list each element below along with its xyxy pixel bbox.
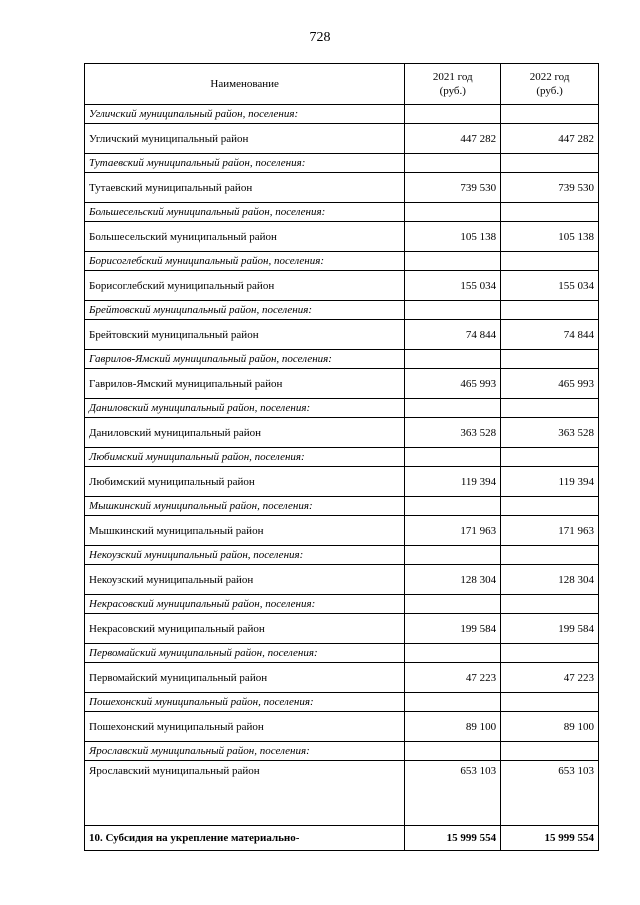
district-name: Ярославский муниципальный район bbox=[85, 761, 405, 826]
table-row bbox=[85, 124, 599, 154]
table-row-subheading bbox=[85, 448, 599, 467]
table-header-row bbox=[85, 64, 599, 105]
value-2022: 171 963 bbox=[501, 516, 599, 546]
value-2022: 47 223 bbox=[501, 663, 599, 693]
value-2021: 363 528 bbox=[405, 418, 501, 448]
subheading-label: Любимский муниципальный район, поселения: bbox=[85, 448, 405, 467]
district-name: Мышкинский муниципальный район bbox=[85, 516, 405, 546]
table-row bbox=[85, 565, 599, 595]
district-name: Брейтовский муниципальный район bbox=[85, 320, 405, 350]
table-row bbox=[85, 663, 599, 693]
value-2021: 47 223 bbox=[405, 663, 501, 693]
table-body bbox=[85, 105, 599, 826]
district-name: Борисоглебский муниципальный район bbox=[85, 271, 405, 301]
table-row-subheading bbox=[85, 693, 599, 712]
empty-cell bbox=[405, 644, 501, 663]
subheading-label: Некрасовский муниципальный район, поселения: bbox=[85, 595, 405, 614]
subheading-label: Брейтовский муниципальный район, поселения: bbox=[85, 301, 405, 320]
budget-table bbox=[84, 63, 599, 851]
district-name: Любимский муниципальный район bbox=[85, 467, 405, 497]
subheading-label: Тутаевский муниципальный район, поселения: bbox=[85, 154, 405, 173]
district-name: Гаврилов-Ямский муниципальный район bbox=[85, 369, 405, 399]
subheading-label: Некоузский муниципальный район, поселения: bbox=[85, 546, 405, 565]
empty-cell bbox=[501, 350, 599, 369]
empty-cell bbox=[501, 546, 599, 565]
district-name: Угличский муниципальный район bbox=[85, 124, 405, 154]
empty-cell bbox=[501, 595, 599, 614]
empty-cell bbox=[405, 154, 501, 173]
page-number: 728 bbox=[309, 30, 331, 45]
table-row-subheading bbox=[85, 546, 599, 565]
empty-cell bbox=[501, 105, 599, 124]
empty-cell bbox=[405, 203, 501, 222]
value-2021: 653 103 bbox=[405, 761, 501, 826]
value-2021: 447 282 bbox=[405, 124, 501, 154]
table-row-total bbox=[85, 826, 599, 851]
empty-cell bbox=[405, 399, 501, 418]
value-2022: 74 844 bbox=[501, 320, 599, 350]
value-2021: 89 100 bbox=[405, 712, 501, 742]
table-row-subheading bbox=[85, 595, 599, 614]
value-2022: 363 528 bbox=[501, 418, 599, 448]
table-row bbox=[85, 712, 599, 742]
subheading-label: Гаврилов-Ямский муниципальный район, поселения: bbox=[85, 350, 405, 369]
value-2021: 119 394 bbox=[405, 467, 501, 497]
empty-cell bbox=[405, 105, 501, 124]
district-name: Некрасовский муниципальный район bbox=[85, 614, 405, 644]
total-value-2022: 15 999 554 bbox=[501, 826, 599, 851]
district-name: Первомайский муниципальный район bbox=[85, 663, 405, 693]
value-2022: 465 993 bbox=[501, 369, 599, 399]
subheading-label: Мышкинский муниципальный район, поселения: bbox=[85, 497, 405, 516]
table-row-subheading bbox=[85, 742, 599, 761]
table-row-subheading bbox=[85, 497, 599, 516]
value-2022: 739 530 bbox=[501, 173, 599, 203]
empty-cell bbox=[405, 742, 501, 761]
value-2021: 739 530 bbox=[405, 173, 501, 203]
district-name: Пошехонский муниципальный район bbox=[85, 712, 405, 742]
subheading-label: Даниловский муниципальный район, поселения: bbox=[85, 399, 405, 418]
district-name: Даниловский муниципальный район bbox=[85, 418, 405, 448]
empty-cell bbox=[501, 252, 599, 271]
table-row bbox=[85, 516, 599, 546]
district-name: Большесельский муниципальный район bbox=[85, 222, 405, 252]
total-value-2021: 15 999 554 bbox=[405, 826, 501, 851]
value-2021: 171 963 bbox=[405, 516, 501, 546]
subheading-label: Большесельский муниципальный район, поселения: bbox=[85, 203, 405, 222]
empty-cell bbox=[405, 546, 501, 565]
table-row bbox=[85, 418, 599, 448]
empty-cell bbox=[501, 644, 599, 663]
empty-cell bbox=[501, 742, 599, 761]
empty-cell bbox=[501, 693, 599, 712]
subheading-label: Первомайский муниципальный район, поселения: bbox=[85, 644, 405, 663]
table-row-subheading bbox=[85, 399, 599, 418]
empty-cell bbox=[405, 693, 501, 712]
empty-cell bbox=[501, 154, 599, 173]
subheading-label: Ярославский муниципальный район, поселения: bbox=[85, 742, 405, 761]
empty-cell bbox=[501, 399, 599, 418]
table-row-subheading bbox=[85, 105, 599, 124]
empty-cell bbox=[405, 252, 501, 271]
table-row bbox=[85, 173, 599, 203]
value-2022: 128 304 bbox=[501, 565, 599, 595]
subheading-label: Угличский муниципальный район, поселения: bbox=[85, 105, 405, 124]
value-2021: 199 584 bbox=[405, 614, 501, 644]
table-row-subheading bbox=[85, 301, 599, 320]
table-row bbox=[85, 320, 599, 350]
table-row bbox=[85, 369, 599, 399]
empty-cell bbox=[501, 497, 599, 516]
subheading-label: Борисоглебский муниципальный район, поселения: bbox=[85, 252, 405, 271]
table-row-subheading bbox=[85, 203, 599, 222]
value-2022: 653 103 bbox=[501, 761, 599, 826]
value-2022: 119 394 bbox=[501, 467, 599, 497]
header-year-2022: 2022 год (руб.) bbox=[501, 64, 599, 105]
table-row bbox=[85, 271, 599, 301]
value-2022: 105 138 bbox=[501, 222, 599, 252]
table-row bbox=[85, 467, 599, 497]
table-row-subheading bbox=[85, 252, 599, 271]
table-row bbox=[85, 614, 599, 644]
value-2021: 155 034 bbox=[405, 271, 501, 301]
header-name: Наименование bbox=[85, 64, 405, 105]
value-2022: 199 584 bbox=[501, 614, 599, 644]
empty-cell bbox=[501, 448, 599, 467]
value-2021: 128 304 bbox=[405, 565, 501, 595]
table-row-subheading bbox=[85, 350, 599, 369]
table-row-subheading bbox=[85, 154, 599, 173]
table-row-subheading bbox=[85, 644, 599, 663]
district-name: Некоузский муниципальный район bbox=[85, 565, 405, 595]
value-2022: 155 034 bbox=[501, 271, 599, 301]
empty-cell bbox=[405, 497, 501, 516]
empty-cell bbox=[405, 301, 501, 320]
empty-cell bbox=[501, 203, 599, 222]
empty-cell bbox=[405, 595, 501, 614]
value-2022: 447 282 bbox=[501, 124, 599, 154]
table-row bbox=[85, 761, 599, 826]
district-name: Тутаевский муниципальный район bbox=[85, 173, 405, 203]
subheading-label: Пошехонский муниципальный район, поселения: bbox=[85, 693, 405, 712]
empty-cell bbox=[405, 350, 501, 369]
total-name: 10. Субсидия на укрепление материально- bbox=[85, 826, 405, 851]
empty-cell bbox=[405, 448, 501, 467]
value-2021: 465 993 bbox=[405, 369, 501, 399]
empty-cell bbox=[501, 301, 599, 320]
value-2021: 74 844 bbox=[405, 320, 501, 350]
value-2021: 105 138 bbox=[405, 222, 501, 252]
header-year-2021: 2021 год (руб.) bbox=[405, 64, 501, 105]
value-2022: 89 100 bbox=[501, 712, 599, 742]
table-row bbox=[85, 222, 599, 252]
